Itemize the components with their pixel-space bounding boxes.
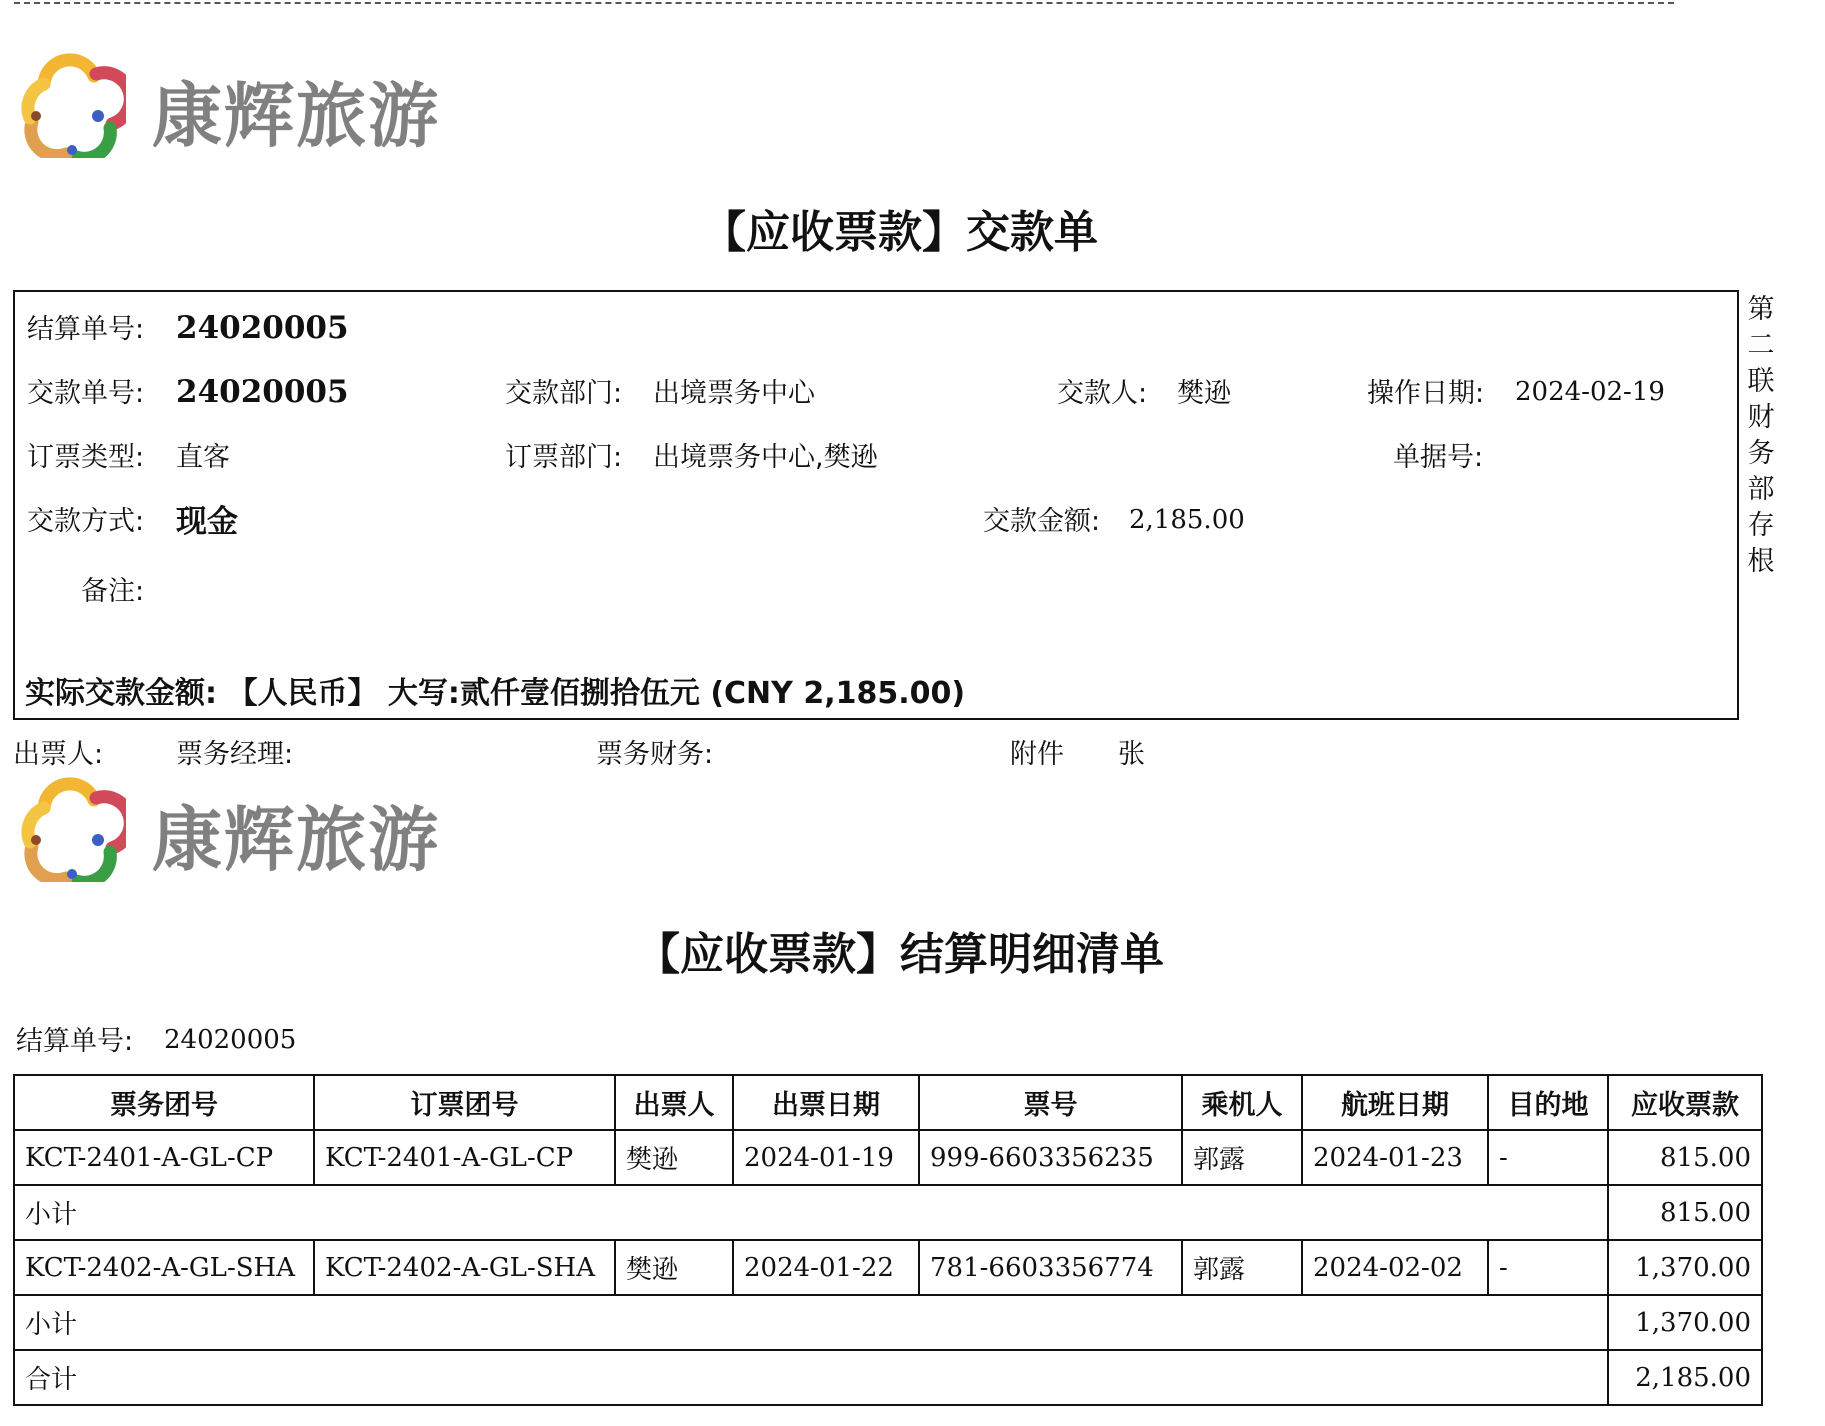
cell-booking-group: KCT-2402-A-GL-SHA: [314, 1240, 615, 1295]
cell-issue-date: 2024-01-22: [733, 1240, 919, 1295]
attachment-unit: 张: [1118, 739, 1145, 770]
amount-label: 交款金额:: [983, 506, 1101, 537]
cell-booking-group: KCT-2401-A-GL-CP: [314, 1130, 615, 1185]
cell-amount: 815.00: [1608, 1130, 1762, 1185]
amount-value: 2,185.00: [1129, 505, 1245, 535]
payer-label: 交款人:: [1057, 378, 1148, 409]
copy-stub-stamp: [1744, 292, 1778, 580]
payment-no-value: 24020005: [176, 374, 349, 410]
flower-logo-icon: [14, 770, 126, 882]
logo-text: 康辉旅游: [152, 799, 440, 881]
cell-destination: -: [1488, 1240, 1608, 1295]
col-header: 乘机人: [1182, 1075, 1302, 1130]
payment-slip-box: [13, 290, 1739, 720]
cell-issuer: 樊逊: [615, 1240, 733, 1295]
receipt-no-label: 单据号:: [1393, 442, 1484, 473]
detail-settlement-no-value: 24020005: [164, 1025, 297, 1055]
stamp-char: 第: [1747, 294, 1775, 325]
subtotal-row: [14, 1295, 1762, 1350]
col-header: 航班日期: [1302, 1075, 1488, 1130]
settlement-no-value: 24020005: [176, 310, 349, 346]
cell-ticket-no: 781-6603356774: [919, 1240, 1182, 1295]
remark-label: 备注:: [81, 576, 145, 607]
booking-dept-label: 订票部门:: [505, 442, 623, 473]
logo-text: 康辉旅游: [152, 75, 440, 157]
cell-amount: 1,370.00: [1608, 1240, 1762, 1295]
booking-type-value: 直客: [176, 442, 230, 473]
payer-value: 樊逊: [1177, 378, 1231, 409]
attachment-label: 附件: [1010, 739, 1064, 770]
table-header-row: [14, 1075, 1762, 1130]
subtotal-label: 小计: [14, 1185, 1608, 1240]
payment-method-value: 现金: [176, 504, 238, 540]
payment-slip-title: 【应收票款】交款单: [702, 207, 1098, 258]
stamp-char: 二: [1747, 330, 1775, 361]
col-header: 订票团号: [314, 1075, 615, 1130]
settlement-no-label: 结算单号:: [27, 314, 145, 345]
payment-method-label: 交款方式:: [27, 506, 145, 537]
total-row: [14, 1350, 1762, 1405]
cell-ticket-group: KCT-2402-A-GL-SHA: [14, 1240, 314, 1295]
stamp-char: 务: [1747, 438, 1775, 469]
table-row: [14, 1130, 1762, 1185]
cell-issue-date: 2024-01-19: [733, 1130, 919, 1185]
stamp-char: 部: [1747, 474, 1775, 505]
col-header: 票号: [919, 1075, 1182, 1130]
settlement-detail-table: [13, 1074, 1763, 1406]
col-header: 出票日期: [733, 1075, 919, 1130]
issuer-signature-label: 出票人:: [13, 739, 104, 770]
cell-flight-date: 2024-02-02: [1302, 1240, 1488, 1295]
finance-signature-label: 票务财务:: [596, 739, 714, 770]
col-header: 出票人: [615, 1075, 733, 1130]
manager-signature-label: 票务经理:: [176, 739, 294, 770]
table-row: [14, 1240, 1762, 1295]
cell-passenger: 郭露: [1182, 1130, 1302, 1185]
stamp-char: 存: [1747, 510, 1775, 541]
company-logo: [14, 46, 440, 158]
stamp-char: 联: [1747, 366, 1775, 397]
cell-issuer: 樊逊: [615, 1130, 733, 1185]
col-header: 票务团号: [14, 1075, 314, 1130]
cell-ticket-no: 999-6603356235: [919, 1130, 1182, 1185]
payment-dept-label: 交款部门:: [505, 378, 623, 409]
col-header: 应收票款: [1608, 1075, 1762, 1130]
cell-destination: -: [1488, 1130, 1608, 1185]
subtotal-value: 815.00: [1608, 1185, 1762, 1240]
cell-ticket-group: KCT-2401-A-GL-CP: [14, 1130, 314, 1185]
subtotal-row: [14, 1185, 1762, 1240]
op-date-label: 操作日期:: [1367, 378, 1485, 409]
payment-no-label: 交款单号:: [27, 378, 145, 409]
subtotal-value: 1,370.00: [1608, 1295, 1762, 1350]
op-date-value: 2024-02-19: [1515, 377, 1665, 407]
subtotal-label: 小计: [14, 1295, 1608, 1350]
payment-dept-value: 出境票务中心: [653, 378, 815, 409]
booking-type-label: 订票类型:: [27, 442, 145, 473]
company-logo-2: [14, 770, 440, 882]
stamp-char: 财: [1747, 402, 1775, 433]
total-value: 2,185.00: [1608, 1350, 1762, 1405]
top-cut-line: [14, 2, 1674, 4]
cell-passenger: 郭露: [1182, 1240, 1302, 1295]
detail-list-title: 【应收票款】结算明细清单: [636, 929, 1164, 980]
actual-amount-line: 实际交款金额: 【人民币】 大写:贰仟壹佰捌拾伍元 (CNY 2,185.00): [25, 676, 966, 711]
cell-flight-date: 2024-01-23: [1302, 1130, 1488, 1185]
booking-dept-value: 出境票务中心,樊逊: [653, 442, 878, 473]
flower-logo-icon: [14, 46, 126, 158]
total-label: 合计: [14, 1350, 1608, 1405]
col-header: 目的地: [1488, 1075, 1608, 1130]
detail-settlement-no-label: 结算单号:: [16, 1026, 134, 1057]
stamp-char: 根: [1747, 546, 1775, 577]
